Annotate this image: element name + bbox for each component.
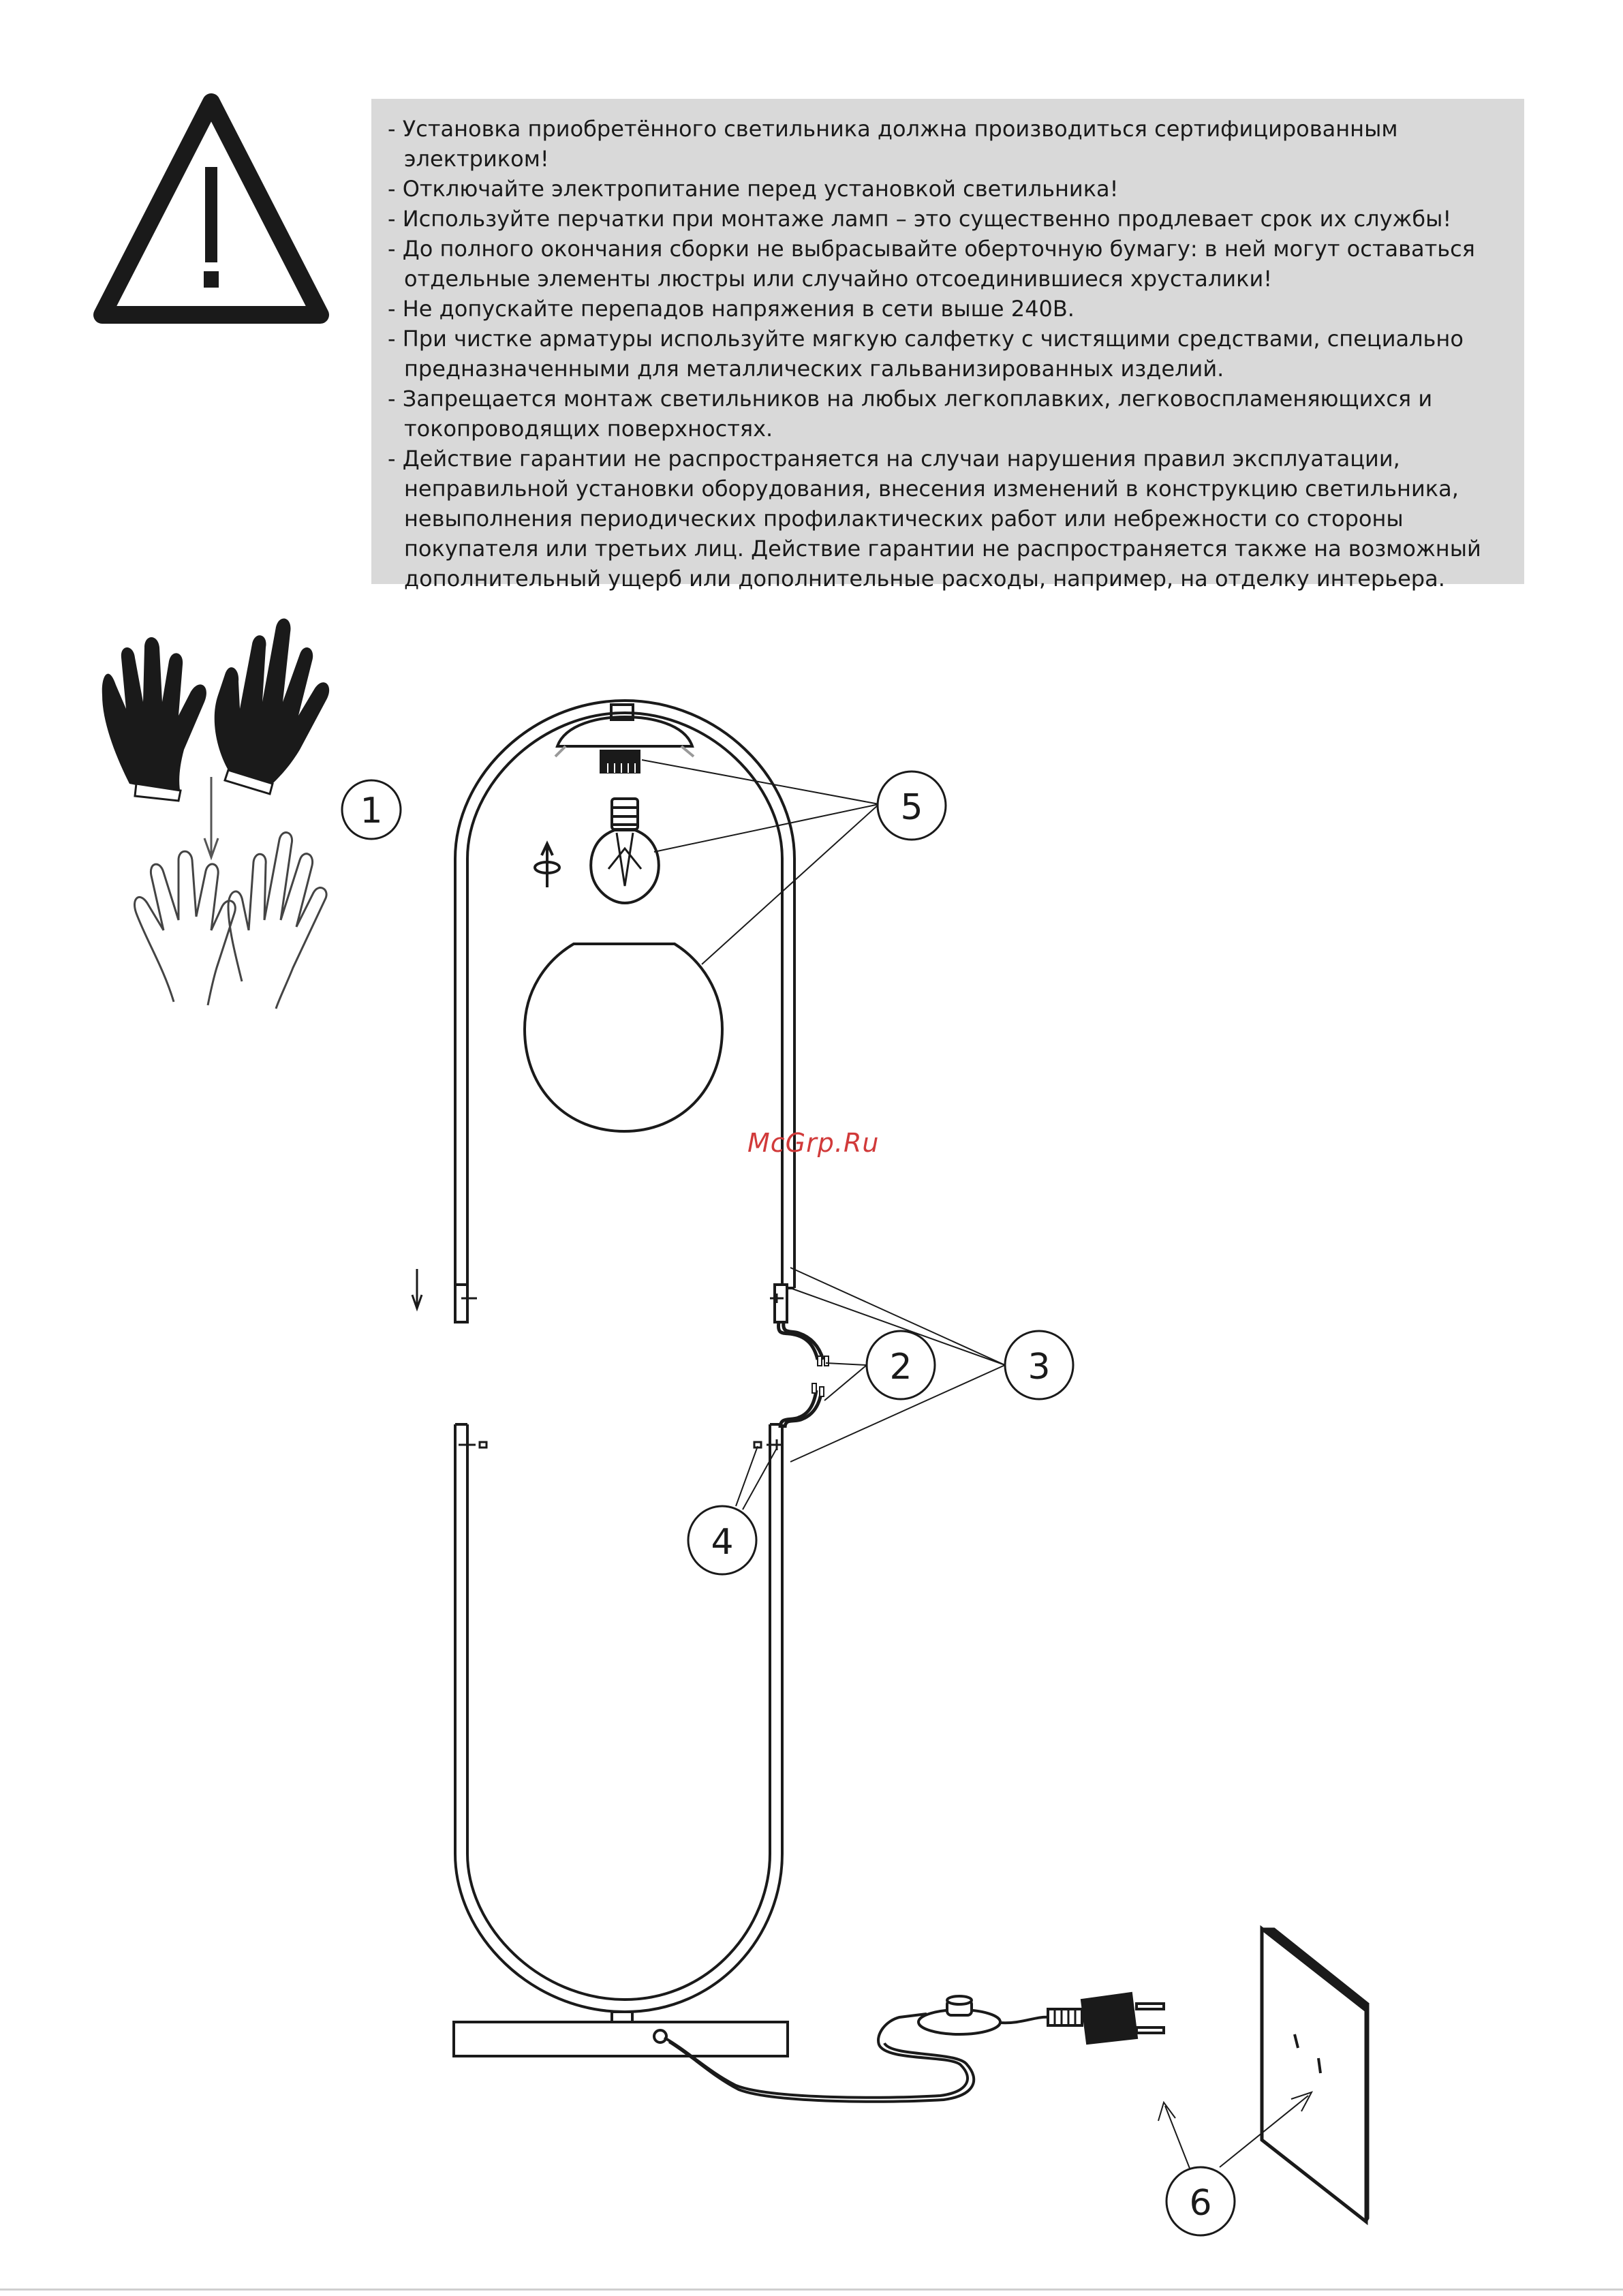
callout-1: [342, 780, 401, 839]
callout-1-label: 1: [360, 791, 383, 831]
upper-left-rod-end: [455, 1285, 477, 1322]
down-arrow-small: [412, 1269, 422, 1308]
light-bulb-icon: [591, 799, 658, 903]
warning-item: - Установка приобретённого светильника должна производиться сертифицированным электриком!: [388, 116, 1398, 172]
callout-4: [688, 1446, 777, 1574]
power-plug: [1000, 1993, 1164, 2043]
warning-item: - Используйте перчатки при монтаже ламп – это существенно продлевает срок их службы!: [388, 206, 1452, 232]
down-arrow: [204, 777, 218, 857]
hands-icon: [135, 833, 327, 1009]
glass-shade: [525, 944, 722, 1131]
callout-3-label: 3: [1027, 1347, 1051, 1388]
safety-notice: [371, 99, 1524, 592]
foot-switch: [918, 1996, 1000, 2034]
warning-triangle-icon: [102, 102, 320, 315]
upper-right-rod-end: [770, 1285, 787, 1322]
lamp-base: [454, 2012, 788, 2056]
upper-frame: [455, 701, 794, 1322]
connecting-wires: [778, 1322, 829, 1428]
warning-item: - При чистке арматуры используйте мягкую салфетку с чистящими средствами, специально предназначенными для металлических гальванизированных изделий.: [388, 326, 1464, 382]
lamp-socket: [600, 750, 640, 774]
watermark: McGrp.Ru: [747, 1128, 880, 1158]
warning-item: - До полного окончания сборки не выбрасывайте оберточную бумагу: в ней могут оставаться отдельные элементы люстры или случайно отсоединившиеся хрусталики!: [388, 236, 1475, 292]
warning-item: - Отключайте электропитание перед установкой светильника!: [388, 176, 1119, 202]
rotate-arrow-icon: [535, 844, 559, 887]
callout-5-label: 5: [900, 787, 923, 828]
warning-item: - Действие гарантии не распространяется на случаи нарушения правил эксплуатации, неправильной установки оборудования, внесения изменений в конструкцию светильника, невыполнения периодических профилактических работ или небрежности со стороны покупателя или третьих лиц. Действие гарантии не распространяется также на возможный дополнительный ущерб или дополнительные расходы, например, на отделку интерьера.: [388, 446, 1481, 592]
wall-socket: [1262, 1929, 1368, 2222]
callout-4-label: 4: [711, 1522, 734, 1563]
warning-item: - Запрещается монтаж светильников на любых легкоплавких, легковоспламеняющихся и токопроводящих поверхностях.: [388, 386, 1433, 442]
warning-item: - Не допускайте перепадов напряжения в сети выше 240В.: [388, 296, 1075, 322]
warning-list: [388, 114, 1505, 594]
callout-6-label: 6: [1189, 2183, 1212, 2224]
lower-left-rod-mark: [459, 1439, 486, 1450]
gloves-icon: [102, 619, 329, 801]
callout-2: [824, 1331, 935, 1400]
bottom-divider: [0, 2289, 1623, 2291]
callout-2-label: 2: [889, 1347, 912, 1388]
